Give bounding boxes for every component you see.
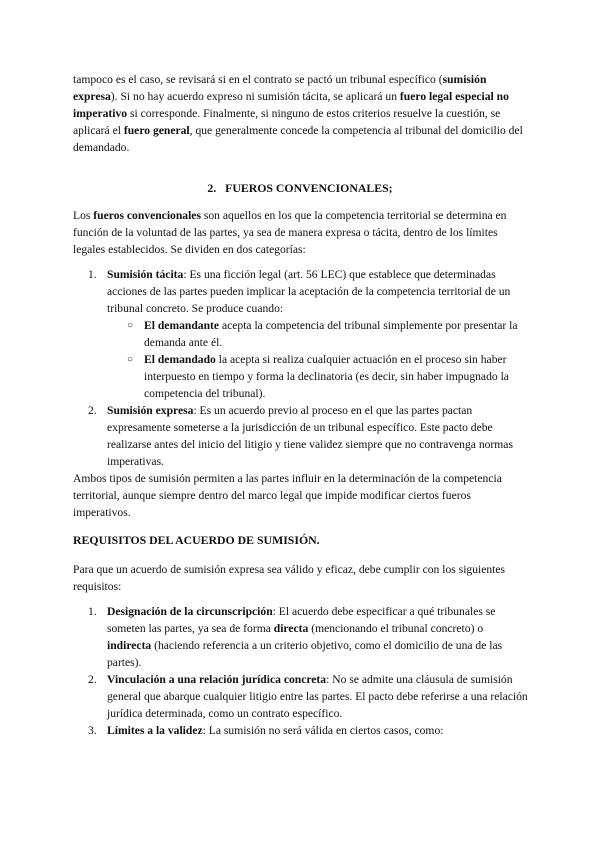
list-item-bold-directa: directa	[273, 622, 309, 635]
definition-bold-term: fueros convencionales	[93, 209, 201, 222]
list-item-bold-indirecta: indirecta	[107, 639, 152, 652]
list-item	[73, 266, 528, 317]
list-item	[73, 722, 528, 739]
list-item-bold: Límites a la validez	[107, 724, 203, 737]
requirements-list	[73, 603, 528, 739]
list-number: 2.	[88, 673, 97, 686]
sub-list-item	[73, 351, 528, 402]
list-item-text: : Es un acuerdo previo al proceso en el que las partes pactan expresamente someterse a la jurisdicción de un tribunal específico. Este pacto debe realizarse antes del inicio del litigio y tiene validez siempre que no contravenga normas imperativas.	[107, 404, 513, 468]
definition-paragraph	[73, 207, 528, 258]
list-item-text: : El acuerdo debe especificar a qué tribunales se someten las partes, ya sea de forma	[107, 605, 496, 635]
list-item-bold: Vinculación a una relación jurídica concreta	[107, 673, 327, 686]
list-item	[73, 603, 528, 671]
circle-bullet-icon: ○	[127, 320, 134, 331]
section-number: 2.	[207, 181, 217, 195]
section-heading	[0, 181, 600, 196]
summary-paragraph: Ambos tipos de sumisión permiten a las partes influir en la determinación de la competencia territorial, aunque siempre dentro del marco legal que impide modificar ciertos fueros imperativos.	[73, 472, 502, 519]
circle-bullet-icon: ○	[127, 354, 134, 365]
list-number: 1.	[88, 605, 97, 618]
list-number: 3.	[88, 724, 97, 737]
types-list	[73, 266, 528, 470]
list-item-text: (haciendo referencia a un criterio objetivo, como el domicilio de una de las partes).	[107, 639, 503, 669]
list-number: 1.	[88, 268, 97, 281]
list-item-text: : No se admite una cláusula de sumisión general que abarque cualquier litigio entre las partes. El pacto debe referirse a una relación jurídica determinada, como un contrato específico.	[107, 673, 528, 720]
intro-bold-fuero-general: fuero general	[123, 124, 190, 137]
intro-text-4: , que generalmente concede la competencia al tribunal del domicilio del demandado.	[73, 124, 523, 154]
intro-bold-sumision-expresa: sumisión expresa	[73, 73, 487, 103]
section-title: FUEROS CONVENCIONALES;	[225, 181, 393, 195]
list-item-bold: Sumisión expresa	[107, 404, 194, 417]
list-item	[73, 671, 528, 722]
intro-bold-fuero-legal: fuero legal especial no imperativo	[73, 90, 509, 120]
requirements-intro: Para que un acuerdo de sumisión expresa sea válido y eficaz, debe cumplir con los siguientes requisitos:	[73, 563, 506, 593]
intro-text-3: si corresponde. Finalmente, si ninguno de estos criterios resuelve la cuestión, se aplicará el	[73, 107, 501, 137]
intro-paragraph	[73, 71, 528, 156]
sub-item-text: la acepta si realiza cualquier actuación en el proceso sin haber interpuesto en tiempo y forma la declinatoria (es decir, sin haber impugnado la competencia del tribunal).	[144, 353, 509, 400]
list-number: 2.	[88, 404, 97, 417]
sub-item-bold: El demandante	[144, 319, 220, 332]
list-item-text: : La sumisión no será válida en ciertos casos, como:	[202, 724, 444, 737]
sub-item-bold: El demandado	[144, 353, 216, 366]
intro-text-1: tampoco es el caso, se revisará si en el contrato se pactó un tribunal específico (	[73, 73, 443, 86]
definition-text-2: son aquellos en los que la competencia territorial se determina en función de la voluntad de las partes, ya sea de manera expresa o tácita, dentro de los límites legales establecidos. Se dividen en dos categorías:	[73, 209, 507, 256]
definition-text-1: Los	[73, 209, 94, 222]
list-item-bold: Sumisión tácita	[107, 268, 184, 281]
sub-item-text: acepta la competencia del tribunal simplemente por presentar la demanda ante él.	[144, 319, 518, 349]
sub-list-item	[73, 317, 528, 351]
list-item	[73, 402, 528, 470]
list-item-text: (mencionando el tribunal concreto) o	[308, 622, 484, 635]
list-item-bold: Designación de la circunscripción	[107, 605, 273, 618]
intro-text-2: ). Si no hay acuerdo expreso ni sumisión tácita, se aplicará un	[110, 90, 400, 103]
list-item-text: : Es una ficción legal (art. 56 LEC) que establece que determinadas acciones de las partes pueden implicar la aceptación de la competencia territorial de un tribunal concreto. Se produce cuando:	[107, 268, 511, 315]
requirements-heading: REQUISITOS DEL ACUERDO DE SUMISIÓN.	[73, 533, 320, 547]
